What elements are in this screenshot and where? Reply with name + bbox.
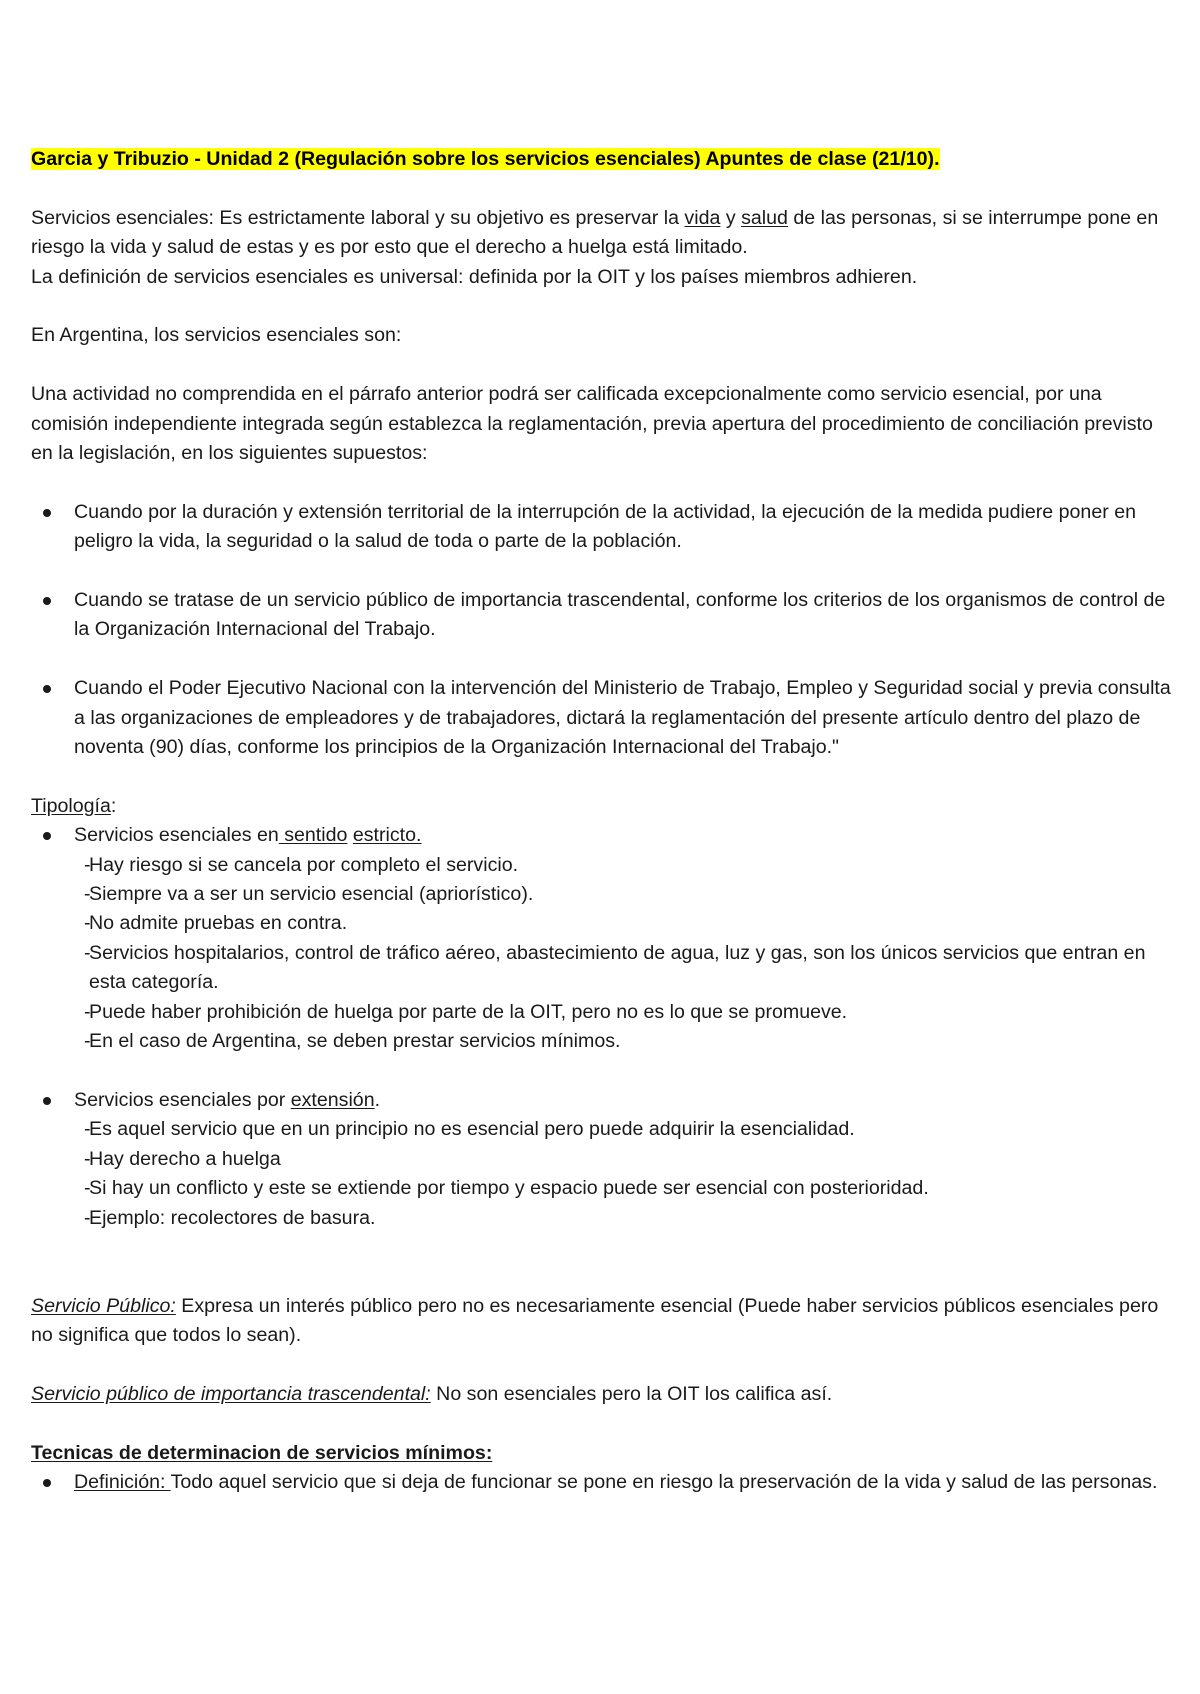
spacer bbox=[31, 645, 1176, 674]
spacer bbox=[31, 1409, 1176, 1438]
tipologia-extension-item: Servicios esenciales por extensión. bbox=[31, 1086, 1176, 1115]
spacer bbox=[31, 351, 1176, 380]
spacer bbox=[31, 1351, 1176, 1380]
intro-paragraph-2: La definición de servicios esenciales es universal: definida por la OIT y los países miembros adhieren. bbox=[31, 265, 918, 288]
extension-sublist bbox=[31, 1115, 1176, 1233]
servicio-trascendental-label: Servicio público de importancia trascendental: bbox=[31, 1382, 431, 1405]
underlined-salud: salud bbox=[741, 206, 788, 229]
spacer bbox=[31, 1262, 1176, 1291]
sublist-item: - Siempre va a ser un servicio esencial (apriorístico). bbox=[84, 883, 534, 906]
spacer bbox=[31, 762, 1176, 791]
sublist-item: - Es aquel servicio que en un principio no es esencial pero puede adquirir la esencialidad. bbox=[84, 1118, 855, 1141]
spacer bbox=[31, 174, 1176, 203]
spacer bbox=[31, 292, 1176, 321]
tipologia-list bbox=[31, 821, 1176, 850]
intro-paragraph-1: Servicios esenciales: Es estrictamente laboral y su objetivo es preservar la vida y salud de las personas, si se interrumpe pone en riesgo la vida y salud de estas y es por esto que el derecho a huelga está limitado. bbox=[31, 206, 1159, 259]
spacer bbox=[31, 557, 1176, 586]
spacer bbox=[31, 1233, 1176, 1262]
document-title-line bbox=[31, 145, 1176, 174]
tecnicas-definicion-item: Definición: Todo aquel servicio que si deja de funcionar se pone en riesgo la preservación de la vida y salud de las personas. bbox=[31, 1468, 1176, 1497]
tecnicas-heading: Tecnicas de determinacion de servicios mínimos: bbox=[31, 1441, 493, 1464]
sublist-item: - No admite pruebas en contra. bbox=[84, 912, 348, 935]
sublist-item: - Hay riesgo si se cancela por completo el servicio. bbox=[84, 853, 519, 876]
sublist-item: - Ejemplo: recolectores de basura. bbox=[84, 1206, 376, 1229]
supuestos-list bbox=[31, 674, 1176, 762]
supuesto-item: Cuando se tratase de un servicio público de importancia trascendental, conforme los criterios de los organismos de control de la Organización Internacional del Trabajo. bbox=[31, 586, 1176, 645]
underlined-vida: vida bbox=[684, 206, 721, 229]
document-title: Garcia y Tribuzio - Unidad 2 (Regulación sobre los servicios esenciales) Apuntes de clase (21/10). bbox=[31, 148, 940, 170]
sublist-item: - Hay derecho a huelga bbox=[84, 1147, 281, 1170]
definicion-label: Definición: bbox=[74, 1471, 171, 1494]
tecnicas-list bbox=[31, 1468, 1176, 1497]
tipologia-list bbox=[31, 1086, 1176, 1115]
intro-paragraph-4: Una actividad no comprendida en el párrafo anterior podrá ser calificada excepcionalmente como servicio esencial, por una comisión independiente integrada según establezca la reglamentación, previa apertura del procedimiento de conciliación previsto en la legislación, en los siguientes supuestos: bbox=[31, 383, 1153, 465]
sublist-item: - Puede haber prohibición de huelga por parte de la OIT, pero no es lo que se promueve. bbox=[84, 1000, 848, 1023]
supuestos-list bbox=[31, 586, 1176, 645]
estricto-sublist bbox=[31, 851, 1176, 1057]
supuesto-item: Cuando el Poder Ejecutivo Nacional con la intervención del Ministerio de Trabajo, Empleo y Seguridad social y previa consulta a las organizaciones de empleadores y de trabajadores, dictará la reglamentación del presente artículo dentro del plazo de noventa (90) días, conforme los principios de la Organización Internacional del Trabajo." bbox=[31, 674, 1176, 762]
servicio-publico-paragraph: Servicio Público: Expresa un interés público pero no es necesariamente esencial (Puede haber servicios públicos esenciales pero no significa que todos lo sean). bbox=[31, 1294, 1159, 1347]
sublist-item: - Servicios hospitalarios, control de tráfico aéreo, abastecimiento de agua, luz y gas, son los únicos servicios que entran en esta categoría. bbox=[84, 941, 1146, 994]
tipologia-estricto-item: Servicios esenciales en sentido estricto. bbox=[31, 821, 1176, 850]
tipologia-heading: Tipología: bbox=[31, 794, 117, 817]
servicio-publico-label: Servicio Público: bbox=[31, 1294, 176, 1317]
sublist-item: - Si hay un conflicto y este se extiende por tiempo y espacio puede ser esencial con posterioridad. bbox=[84, 1177, 929, 1200]
servicio-trascendental-paragraph: Servicio público de importancia trascendental: No son esenciales pero la OIT los califica así. bbox=[31, 1382, 833, 1405]
sublist-item: - En el caso de Argentina, se deben prestar servicios mínimos. bbox=[84, 1030, 621, 1053]
spacer bbox=[31, 1056, 1176, 1085]
supuesto-item: Cuando por la duración y extensión territorial de la interrupción de la actividad, la ejecución de la medida pudiere poner en peligro la vida, la seguridad o la salud de toda o parte de la población. bbox=[31, 498, 1176, 557]
intro-paragraph-3: En Argentina, los servicios esenciales son: bbox=[31, 324, 402, 347]
supuestos-list bbox=[31, 498, 1176, 557]
spacer bbox=[31, 468, 1176, 497]
document-page bbox=[31, 145, 1176, 1498]
